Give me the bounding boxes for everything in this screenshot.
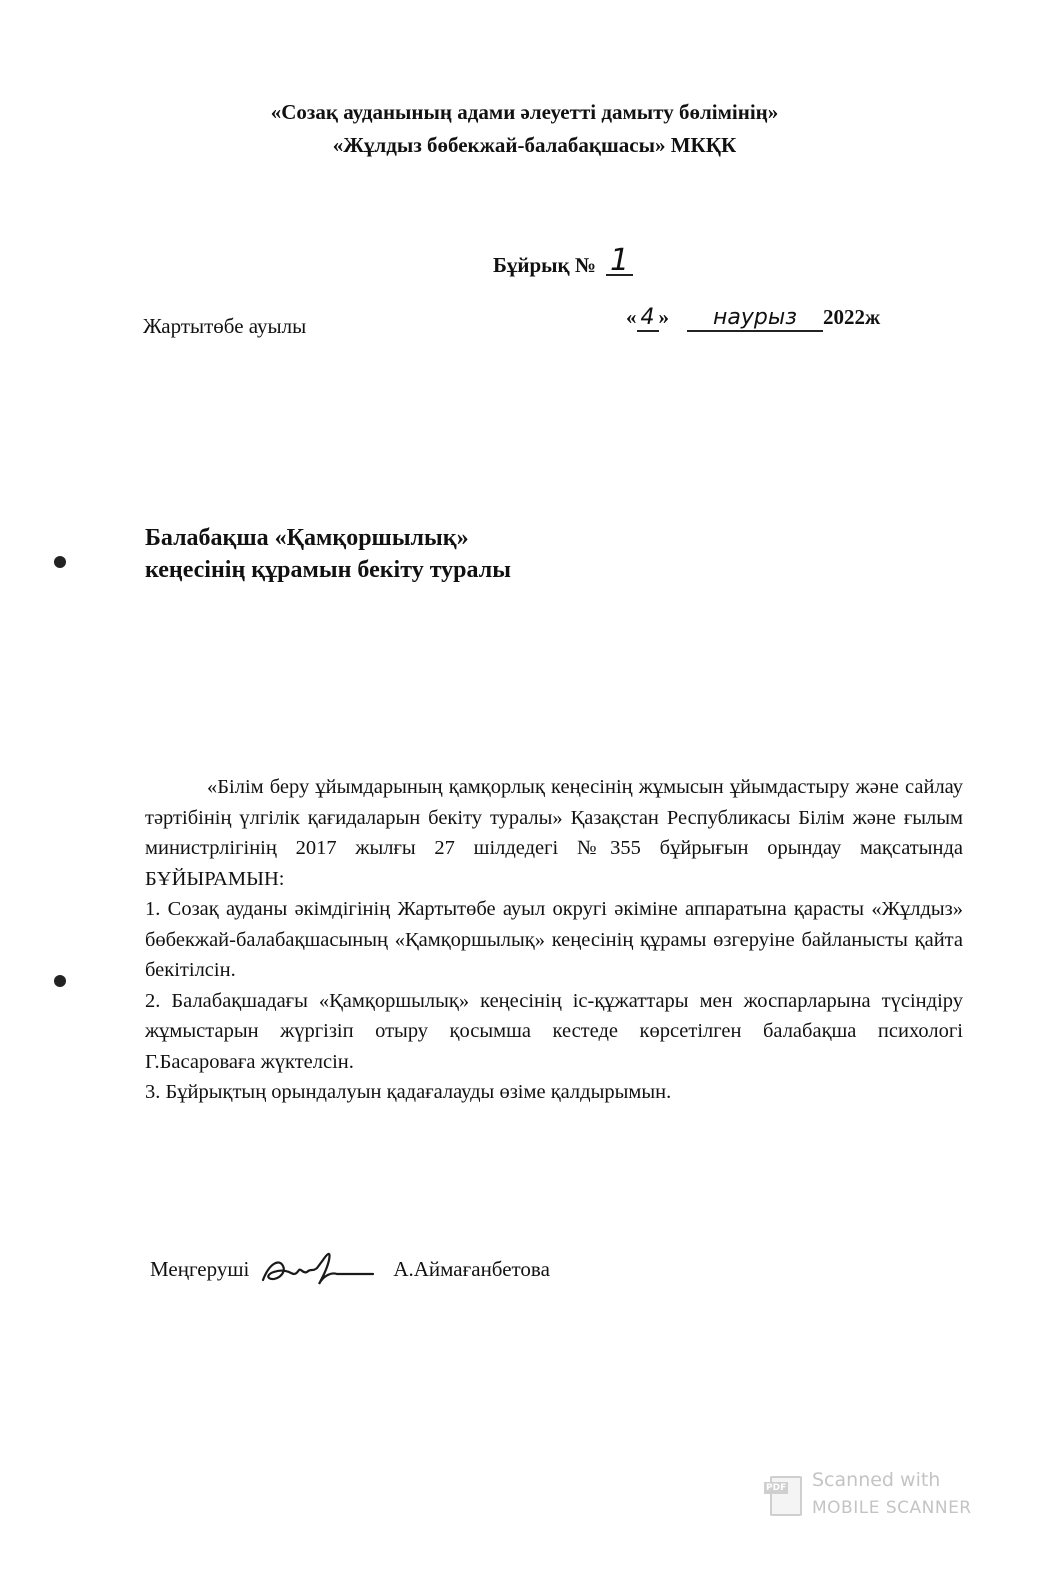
order-title <box>493 243 633 278</box>
body-item-2: 2. Балабақшадағы «Қамқоршылық» кеңесінің іс-құжаттары мен жоспарларына түсіндіру жұмыстарын жүргізіп отыру қосымша кестеде көрсетілген балабақша психологі Г.Басароваға жүктелсін. <box>145 989 963 1073</box>
body-preamble: «Білім беру ұйымдарының қамқорлық кеңесінің жұмысын ұйымдастыру және сайлау тәртібінің үлгілік қағидаларын бекіту туралы» Қазақстан Республикасы Білім және ғылым министрлігінің 2017 жылғы 27 шілдедегі №355 бұйрығын орындау мақсатында БҰЙЫРАМЫН: <box>145 776 963 890</box>
header-institution-line: «Жұлдыз бөбекжай-балабақшасы» МКҚК <box>332 133 737 157</box>
handwritten-signature <box>257 1246 375 1292</box>
date-open-quote: « <box>626 305 637 329</box>
place-name: Жартытөбе ауылы <box>143 314 307 338</box>
order-subject <box>145 522 511 586</box>
scanner-line-2: MOBILE SCANNER <box>812 1498 972 1518</box>
signatory-title: Меңгеруші <box>150 1256 250 1281</box>
header-organization-line: «Созақ ауданының адами әлеуетті дамыту бөлімінің» <box>270 100 779 124</box>
order-date <box>626 305 880 332</box>
order-label: Бұйрық № <box>493 253 597 277</box>
body-item-3: 3. Бұйрықтың орындалуын қадағалауды өзіме қалдырымын. <box>145 1081 672 1103</box>
date-close-quote: » <box>658 305 669 329</box>
punch-hole-mark <box>54 556 66 568</box>
date-month: наурыз <box>687 306 823 332</box>
subject-line-1: Балабақша «Қамқоршылық» <box>145 525 469 551</box>
order-body <box>145 772 963 1108</box>
order-number: 1 <box>606 248 633 276</box>
signature-block <box>150 1246 550 1292</box>
scanner-watermark <box>764 1466 972 1522</box>
pdf-document-icon: PDF <box>764 1472 800 1516</box>
date-year: 2022ж <box>823 305 881 329</box>
subject-line-2: кеңесінің құрамын бекіту туралы <box>145 557 511 583</box>
body-item-1: 1. Созақ ауданы әкімдігінің Жартытөбе ауыл округі әкіміне аппаратына қарасты «Жұлдыз» бөбекжай-балабақшасының «Қамқоршылық» кеңесінің құрамы өзгеруіне байланысты қайта бекітілсін. <box>145 898 963 981</box>
scanner-line-1: Scanned with <box>812 1469 941 1491</box>
date-day: 4 <box>637 306 659 332</box>
punch-hole-mark <box>54 975 66 987</box>
signatory-name: А.Аймағанбетова <box>393 1256 550 1281</box>
